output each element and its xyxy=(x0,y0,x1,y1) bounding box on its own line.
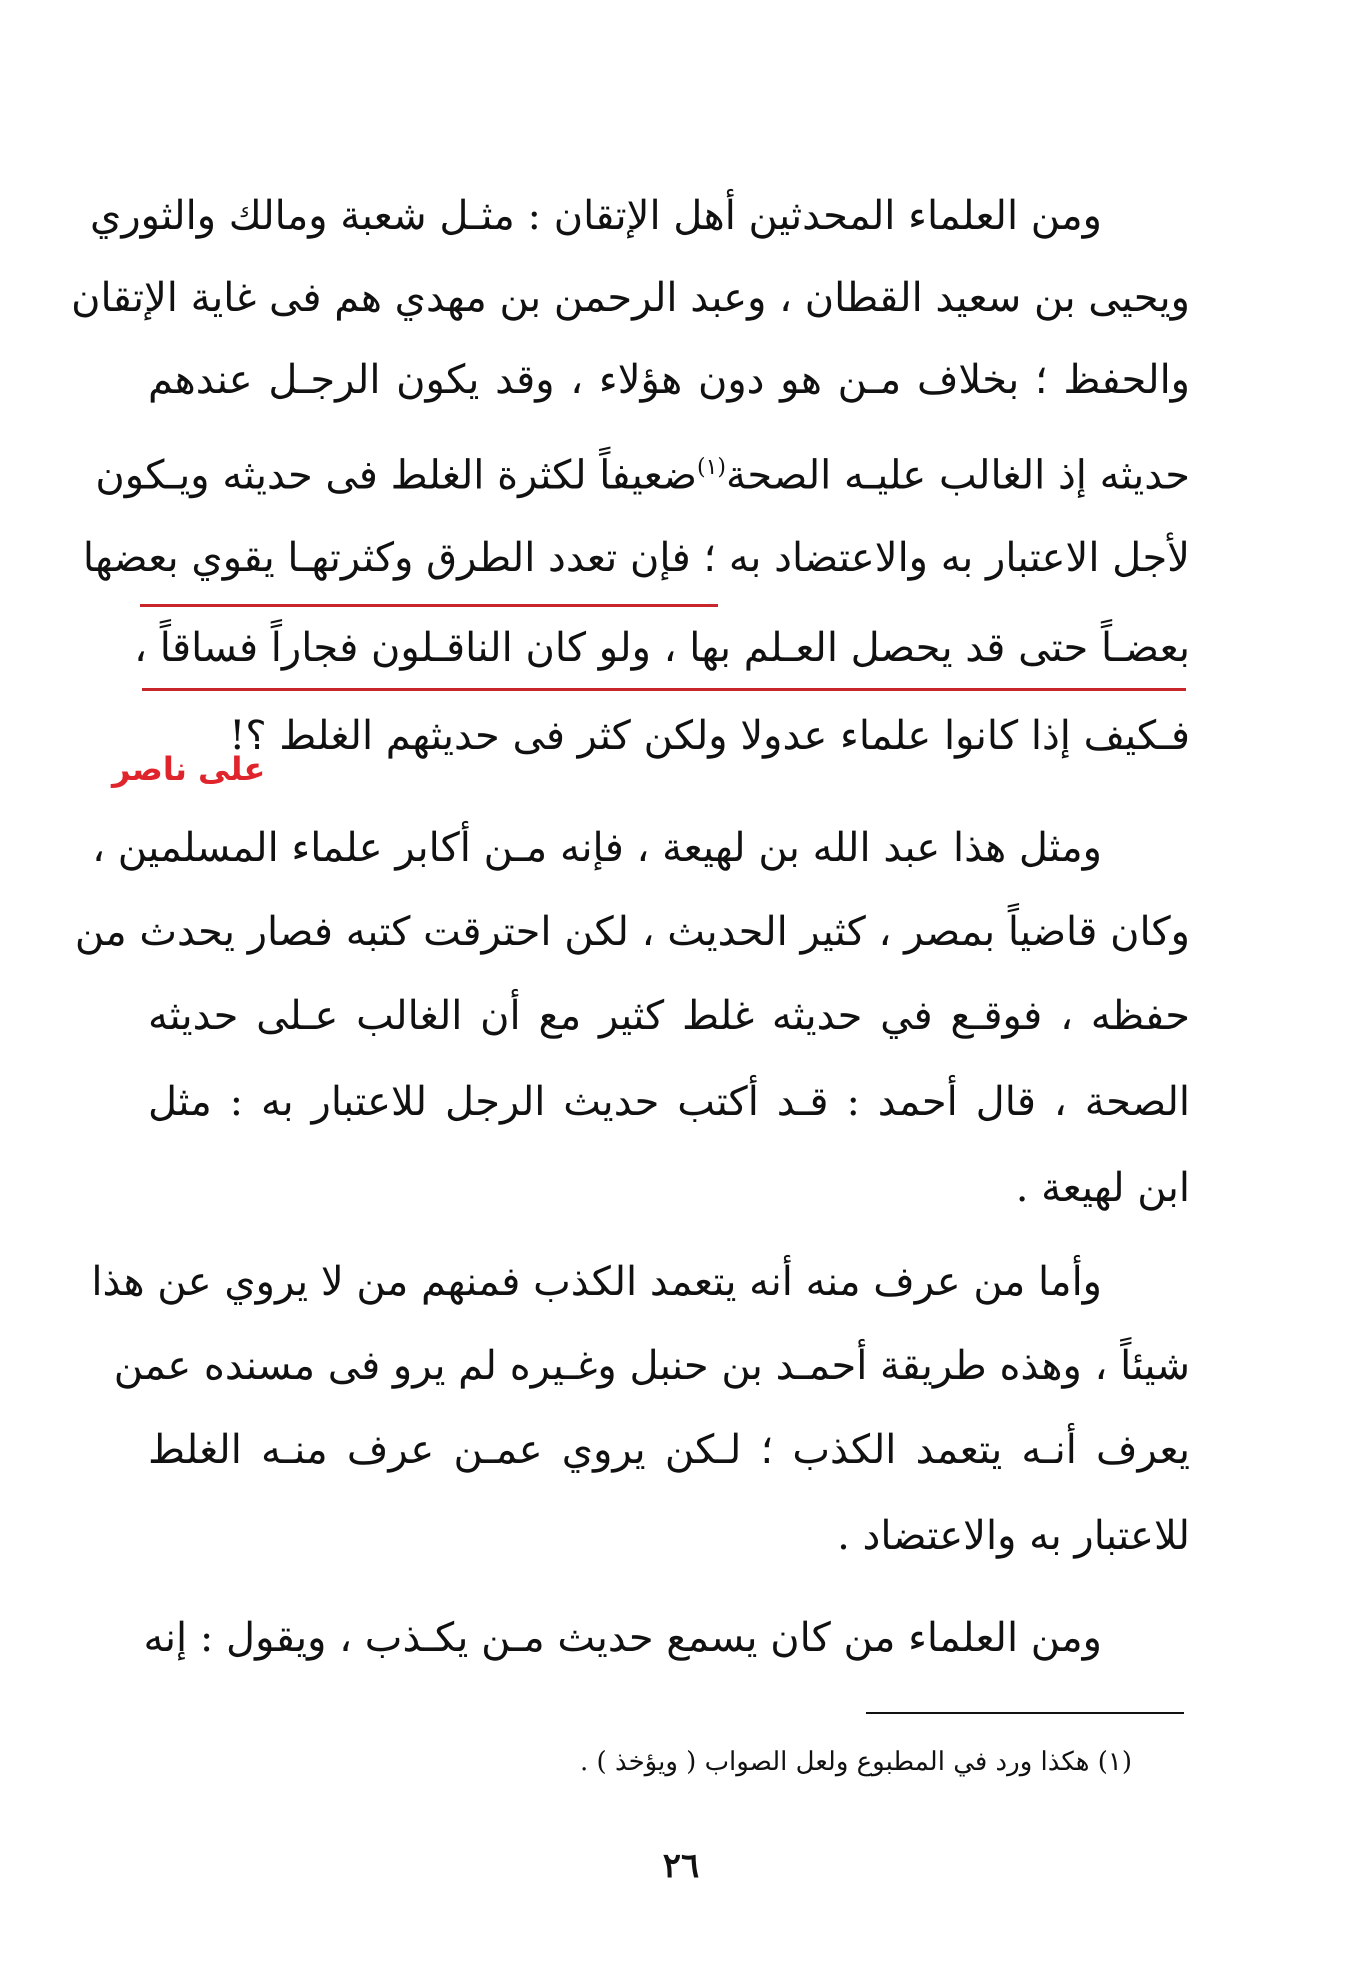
text-segment: حديثه إذ الغالب عليـه الصحة xyxy=(725,452,1190,499)
text-line: الصحة ، قال أحمد : قـد أكتب حديث الرجل للاعتبار به : مثل xyxy=(148,1079,1190,1125)
text-line: ومن العلماء المحدثين أهل الإتقان : مثـل شعبة ومالك والثوري xyxy=(90,193,1102,239)
text-line: والحفظ ؛ بخلاف مـن هو دون هؤلاء ، وقد يكون الرجـل عندهم xyxy=(148,357,1190,403)
page-number: ٢٦ xyxy=(662,1846,700,1886)
text-line: فـكيف إذا كانوا علماء عدولا ولكن كثر فى حديثهم الغلط ؟! xyxy=(229,713,1190,759)
text-line-with-footnote xyxy=(95,440,1190,499)
text-line: وأما من عرف منه أنه يتعمد الكذب فمنهم من لا يروي عن هذا xyxy=(91,1259,1102,1305)
text-line: ومثل هذا عبد الله بن لهيعة ، فإنه مـن أكابر علماء المسلمين ، xyxy=(92,825,1102,871)
text-line: ومن العلماء من كان يسمع حديث مـن يكـذب ، ويقول : إنه xyxy=(143,1615,1102,1661)
footnote-marker: (١) xyxy=(696,455,726,480)
text-line: بعضـاً حتى قد يحصل العـلم بها ، ولو كان الناقـلون فجاراً فساقاً ، xyxy=(134,625,1190,671)
handwritten-annotation: على ناصر xyxy=(112,750,266,788)
text-line: للاعتبار به والاعتضاد . xyxy=(837,1513,1190,1559)
footnote: (١) هكذا ورد في المطبوع ولعل الصواب ( ويؤخذ ) . xyxy=(580,1747,1132,1777)
text-line: ابن لهيعة . xyxy=(1015,1165,1190,1211)
text-line: لأجل الاعتبار به والاعتضاد به ؛ فإن تعدد الطرق وكثرتهـا يقوي بعضها xyxy=(82,535,1190,581)
text-line: يعرف أنـه يتعمد الكذب ؛ لـكن يروي عمـن عرف منـه الغلط xyxy=(148,1427,1190,1473)
text-line: حفظه ، فوقـع في حديثه غلط كثير مع أن الغالب عـلى حديثه xyxy=(148,993,1190,1039)
text-line: وكان قاضياً بمصر ، كثير الحديث ، لكن احترقت كتبه فصار يحدث من xyxy=(74,909,1190,955)
highlight-underline xyxy=(140,604,718,607)
highlight-underline xyxy=(142,688,1186,691)
footnote-separator xyxy=(866,1712,1184,1714)
text-line: ويحيى بن سعيد القطان ، وعبد الرحمن بن مهدي هم فى غاية الإتقان xyxy=(71,275,1190,321)
text-line: شيئاً ، وهذه طريقة أحمـد بن حنبل وغـيره لم يرو فى مسنده عمن xyxy=(113,1343,1190,1389)
text-segment: ضعيفاً لكثرة الغلط فى حديثه ويـكون xyxy=(95,452,697,499)
